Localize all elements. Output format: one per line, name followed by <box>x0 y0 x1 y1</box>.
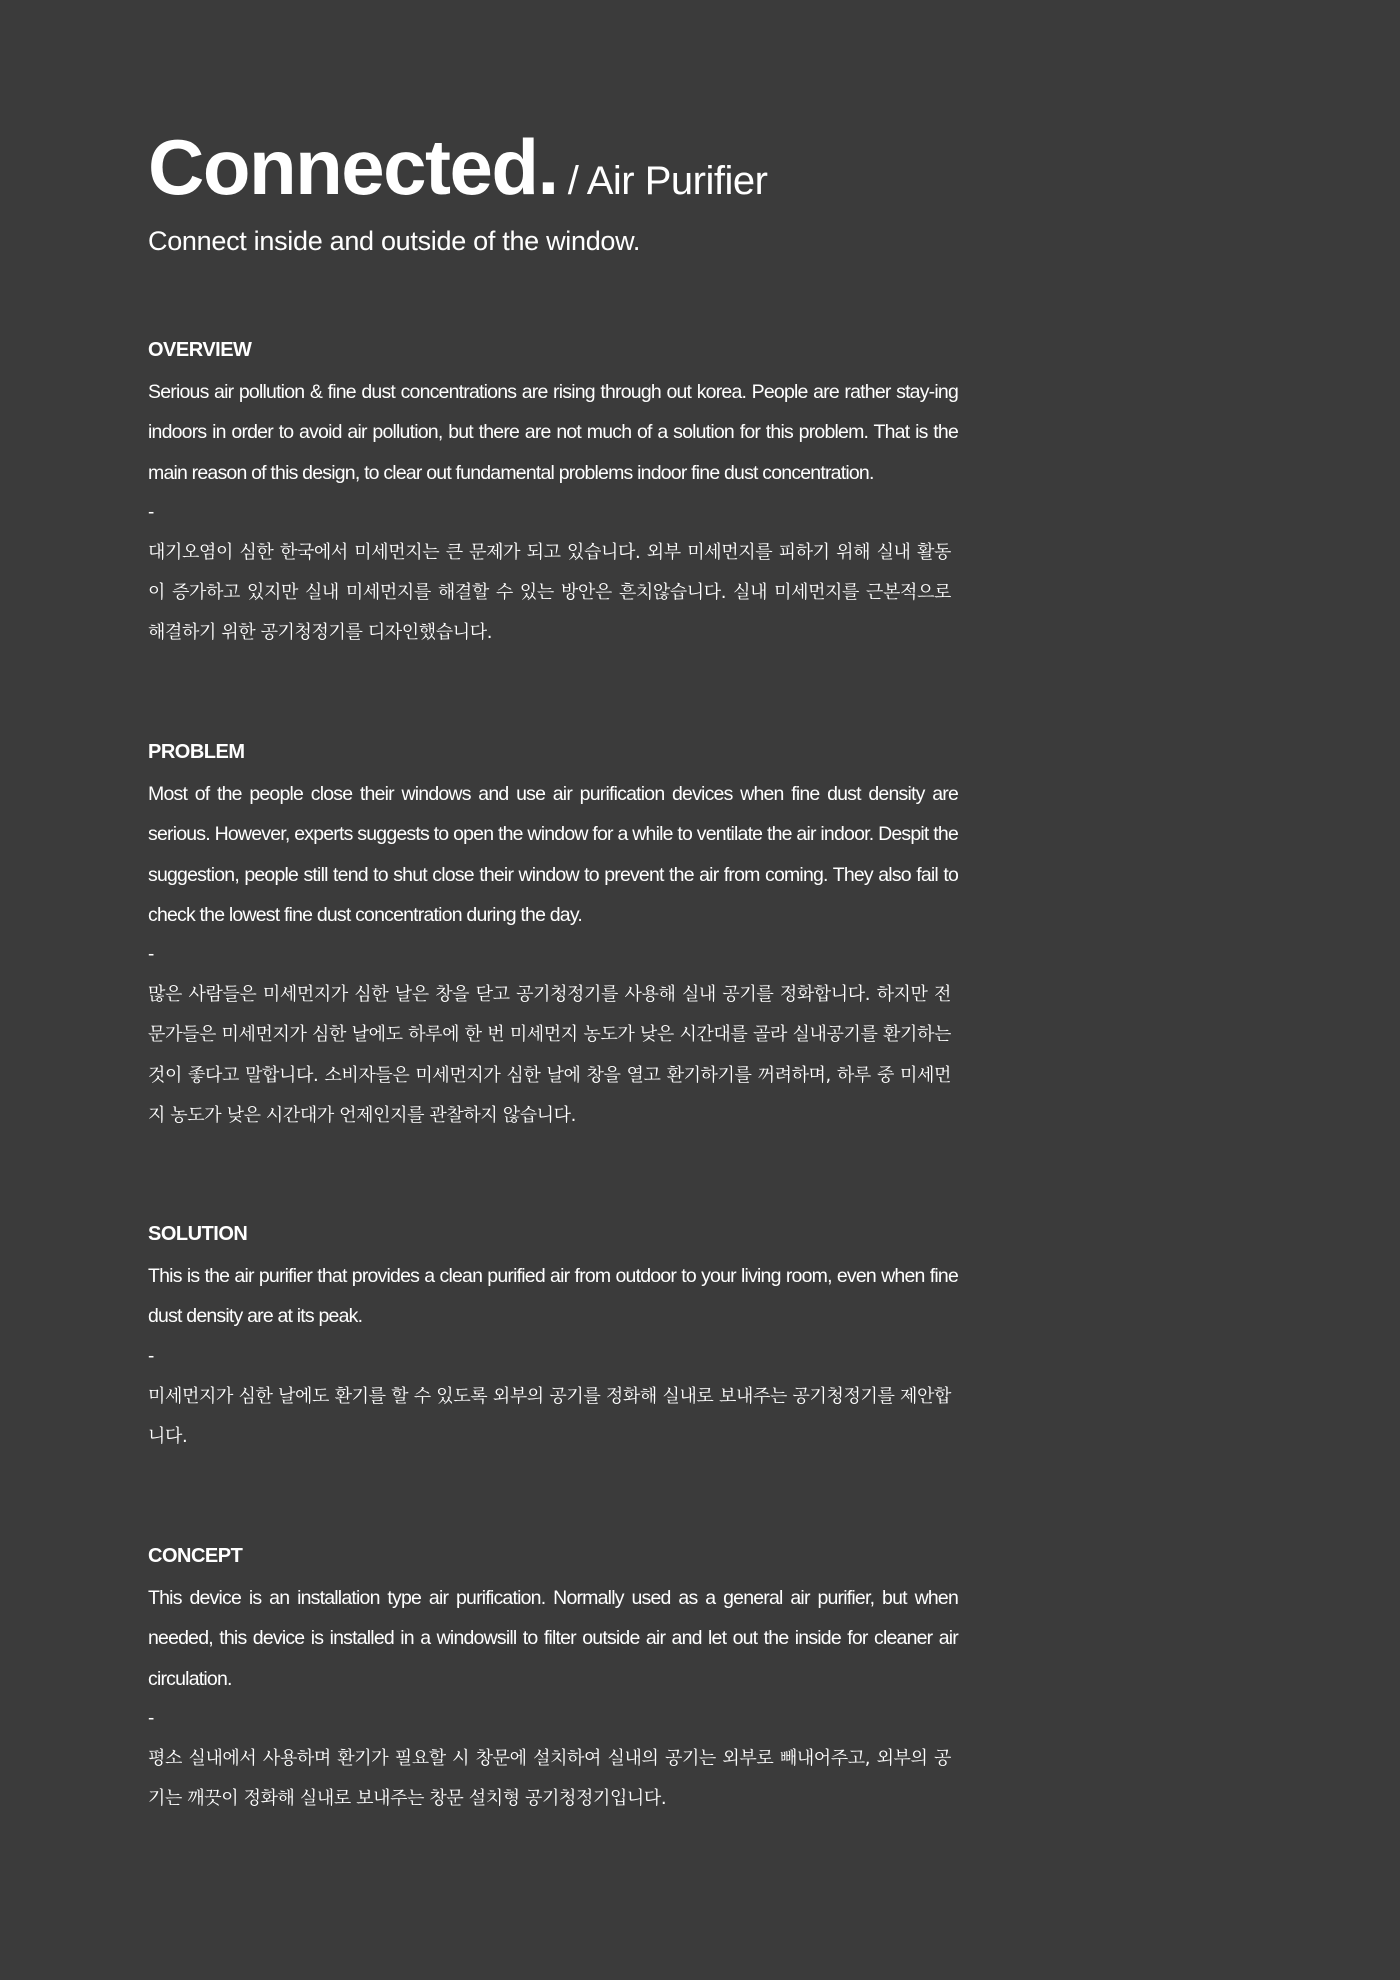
solution-english-text: This is the air purifier that provides a clean purified air from outdoor to your living room, even when fine dust density are at its peak. <box>148 1265 958 1328</box>
overview-korean-text: 대기오염이 심한 한국에서 미세먼지는 큰 문제가 되고 있습니다. 외부 미세먼지를 피하기 위해 실내 활동이 증가하고 있지만 실내 미세먼지를 해결할 수 있는 방안은 흔치않습니다. 실내 미세먼지를 근본적으로 해결하기 위한 공기청정기를 디자인했습니다. <box>148 541 951 644</box>
concept-english-text: This device is an installation type air purification. Normally used as a general air purifier, but when needed, this device is installed in a windowsill to filter outside air and let out the inside for cleaner air circulation. <box>148 1587 958 1690</box>
overview-heading: OVERVIEW <box>148 339 252 361</box>
concept-section <box>148 1542 958 1819</box>
problem-section <box>148 738 958 1136</box>
solution-section <box>148 1220 958 1457</box>
concept-divider-dash: - <box>148 1707 155 1729</box>
problem-korean-text: 많은 사람들은 미세먼지가 심한 날은 창을 닫고 공기청정기를 사용해 실내 공기를 정화합니다. 하지만 전문가들은 미세먼지가 심한 날에도 하루에 한 번 미세먼지 농도가 낮은 시간대를 골라 실내공기를 환기하는 것이 좋다고 말합니다. 소비자들은 미세먼지가 심한 날에 창을 열고 환기하기를 꺼려하며, 하루 중 미세먼지 농도가 낮은 시간대가 언제인지를 관찰하지 않습니다. <box>148 984 951 1127</box>
page-header <box>148 122 958 212</box>
page-title: Connected. <box>148 123 558 211</box>
solution-heading: SOLUTION <box>148 1223 248 1245</box>
concept-heading: CONCEPT <box>148 1545 243 1567</box>
concept-korean-text: 평소 실내에서 사용하며 환기가 필요할 시 창문에 설치하여 실내의 공기는 외부로 빼내어주고, 외부의 공기는 깨끗이 정화해 실내로 보내주는 창문 설치형 공기청정기입니다. <box>148 1747 951 1810</box>
problem-heading: PROBLEM <box>148 741 245 763</box>
overview-english-text: Serious air pollution & fine dust concentrations are rising through out korea. People are rather stay-ing indoors in order to avoid air pollution, but there are not much of a solution for this problem. That is the main reason of this design, to clear out fundamental problems indoor fine dust concentration. <box>148 381 958 484</box>
page-tagline: Connect inside and outside of the window. <box>148 226 641 256</box>
solution-divider-dash: - <box>148 1345 155 1367</box>
problem-divider-dash: - <box>148 944 155 966</box>
problem-english-text: Most of the people close their windows and use air purification devices when fine dust density are serious. However, experts suggests to open the window for a while to ventilate the air indoor. Despit the suggestion, people still tend to shut close their window to prevent the air from coming. They also fail to check the lowest fine dust concentration during the day. <box>148 783 958 926</box>
page-subtitle: / Air Purifier <box>567 159 768 203</box>
overview-divider-dash: - <box>148 501 155 523</box>
solution-korean-text: 미세먼지가 심한 날에도 환기를 할 수 있도록 외부의 공기를 정화해 실내로 보내주는 공기청정기를 제안합니다. <box>148 1385 951 1447</box>
overview-section <box>148 336 958 654</box>
